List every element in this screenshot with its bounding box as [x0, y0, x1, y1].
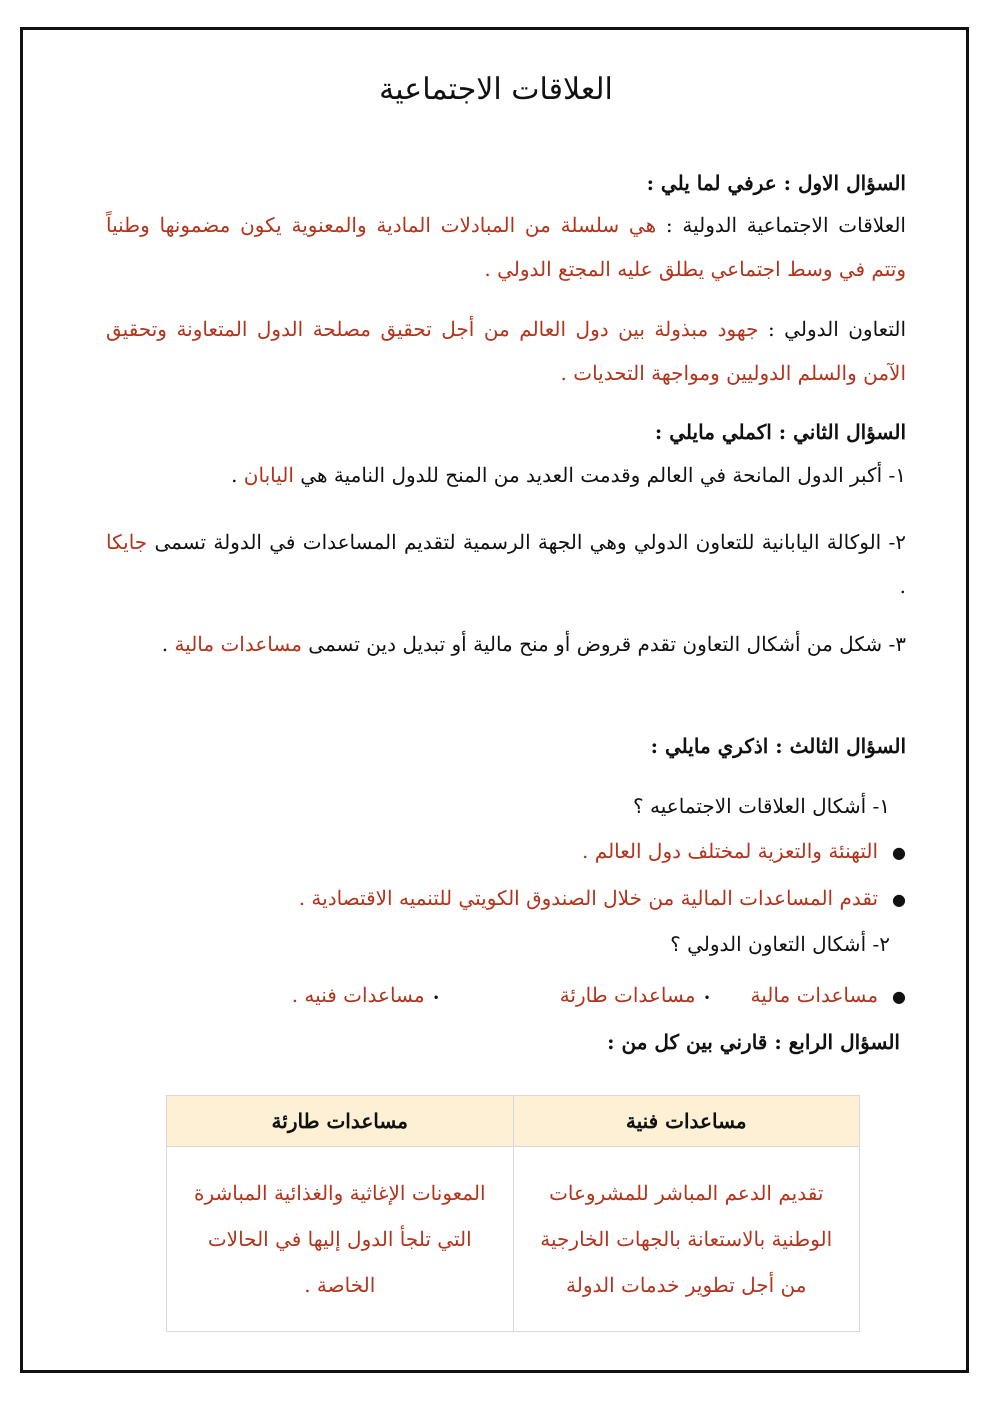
definition-answer: جهود مبذولة بين دول العالم من أجل تحقيق مصلحة الدول المتعاونة وتحقيق الآمن والسلم الدوليين ومواجهة التحديات .: [106, 317, 906, 385]
definition-term: التعاون الدولي :: [758, 317, 907, 341]
q3-heading: السؤال الثالث : اذكري مايلي :: [650, 734, 906, 758]
q4-heading: السؤال الرابع : قارني بين كل من :: [607, 1030, 900, 1054]
item-text: ٣- شكل من أشكال التعاون تقدم قروض أو منح مالية أو تبديل دين تسمى: [301, 632, 906, 656]
table-header-row: [167, 1096, 860, 1147]
definition-term: العلاقات الاجتماعية الدولية :: [656, 213, 906, 237]
page-title: العلاقات الاجتماعية: [379, 72, 613, 107]
table-row: [167, 1147, 860, 1332]
bullet-icon: ●: [892, 987, 906, 1006]
comparison-table: [166, 1095, 860, 1332]
bullet-text: مساعدات مالية: [750, 983, 879, 1007]
q2-item-1: [106, 453, 906, 497]
bullet-icon: ●: [892, 843, 906, 862]
item-end: .: [899, 574, 906, 598]
q1-definition-1: [106, 203, 906, 291]
bullet-text: مساعدات طارئة: [559, 983, 696, 1007]
bullet-icon: •: [703, 991, 711, 1005]
item-answer: مساعدات مالية: [174, 632, 302, 656]
q2-heading: السؤال الثاني : اكملي مايلي :: [654, 420, 906, 444]
table-cell: المعونات الإغاثية والغذائية المباشرة التي تلجأ الدول إليها في الحالات الخاصة .: [167, 1147, 514, 1332]
list-item: [106, 876, 906, 922]
bullet-icon: •: [432, 991, 440, 1005]
q3-sub-1: ١- أشكال العلاقات الاجتماعيه ؟: [633, 794, 890, 818]
q3-sub-2: ٢- أشكال التعاون الدولي ؟: [670, 932, 890, 956]
q2-item-3: [106, 622, 906, 666]
q3-sub-2-bullets: [106, 973, 906, 1020]
item-end: .: [231, 463, 244, 487]
table-cell: تقديم الدعم المباشر للمشروعات الوطنية بالاستعانة بالجهات الخارجية من أجل تطوير خدمات الدولة: [513, 1147, 860, 1332]
item-end: .: [161, 632, 175, 656]
q2-item-2: [106, 520, 906, 608]
q1-heading: السؤال الاول : عرفي لما يلي :: [646, 171, 906, 195]
definition-answer: هي سلسلة من المبادلات المادية والمعنوية يكون مضمونها وطنياً وتتم في وسط اجتماعي يطلق عليه المجتع الدولي .: [106, 213, 906, 281]
bullet-text: مساعدات فنيه .: [291, 983, 425, 1007]
q1-definition-2: [106, 307, 906, 395]
list-item: [106, 829, 906, 875]
item-text: ١- أكبر الدول المانحة في العالم وقدمت العديد من المنح للدول النامية هي: [293, 463, 906, 487]
table-header: مساعدات فنية: [513, 1096, 860, 1147]
item-answer: اليابان: [243, 463, 294, 487]
bullet-text: التهنئة والتعزية لمختلف دول العالم .: [582, 839, 879, 863]
item-text: ٢- الوكالة اليابانية للتعاون الدولي وهي الجهة الرسمية لتقديم المساعدات في الدولة تسمى: [147, 530, 906, 554]
item-answer: جايكا: [106, 530, 148, 554]
bullet-icon: ●: [892, 890, 906, 909]
table-header: مساعدات طارئة: [167, 1096, 514, 1147]
bullet-text: تقدم المساعدات المالية من خلال الصندوق الكويتي للتنميه الاقتصادية .: [298, 886, 879, 910]
